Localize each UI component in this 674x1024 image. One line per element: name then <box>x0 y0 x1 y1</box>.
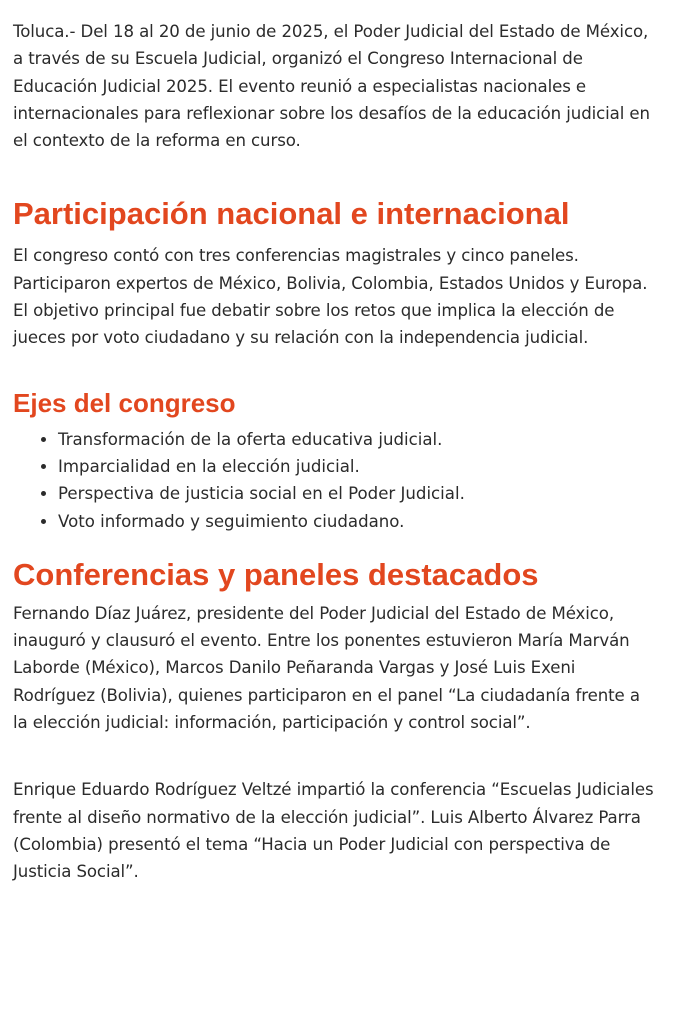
ejes-list <box>13 426 654 535</box>
conferencias-paragraph-1: Fernando Díaz Juárez, presidente del Poder Judicial del Estado de México, inauguró y clausuró el evento. Entre los ponentes estuvieron María Marván Laborde (México), Marcos Danilo Peñaranda Vargas y José Luis Exeni Rodríguez (Bolivia), quienes participaron en el panel “La ciudadanía frente a la elección judicial: información, participación y control social”. <box>13 603 640 733</box>
intro-paragraph: Toluca.- Del 18 al 20 de junio de 2025, el Poder Judicial del Estado de México, a través de su Escuela Judicial, organizó el Congreso Internacional de Educación Judicial 2025. El evento reunió a especialistas nacionales e internacionales para reflexionar sobre los desafíos de la educación judicial en el contexto de la reforma en curso. <box>13 22 650 151</box>
participacion-heading: Participación nacional e internacional <box>13 196 570 232</box>
ejes-heading: Ejes del congreso <box>13 387 236 418</box>
list-item: • Imparcialidad en la elección judicial. <box>58 453 654 480</box>
list-item: • Transformación de la oferta educativa judicial. <box>58 426 654 453</box>
conferencias-paragraph-2: Enrique Eduardo Rodríguez Veltzé impartió la conferencia “Escuelas Judiciales frente al diseño normativo de la elección judicial”. Luis Alberto Álvarez Parra (Colombia) presentó el tema “Hacia un Poder Judicial con perspectiva de Justicia Social”. <box>13 780 654 882</box>
conferencias-heading: Conferencias y paneles destacados <box>13 556 539 592</box>
list-item: • Perspectiva de justicia social en el Poder Judicial. <box>58 480 654 507</box>
list-item: • Voto informado y seguimiento ciudadano. <box>58 508 654 535</box>
participacion-paragraph: El congreso contó con tres conferencias magistrales y cinco paneles. Participaron expertos de México, Bolivia, Colombia, Estados Unidos y Europa. El objetivo principal fue debatir sobre los retos que implica la elección de jueces por voto ciudadano y su relación con la independencia judicial. <box>13 246 648 348</box>
